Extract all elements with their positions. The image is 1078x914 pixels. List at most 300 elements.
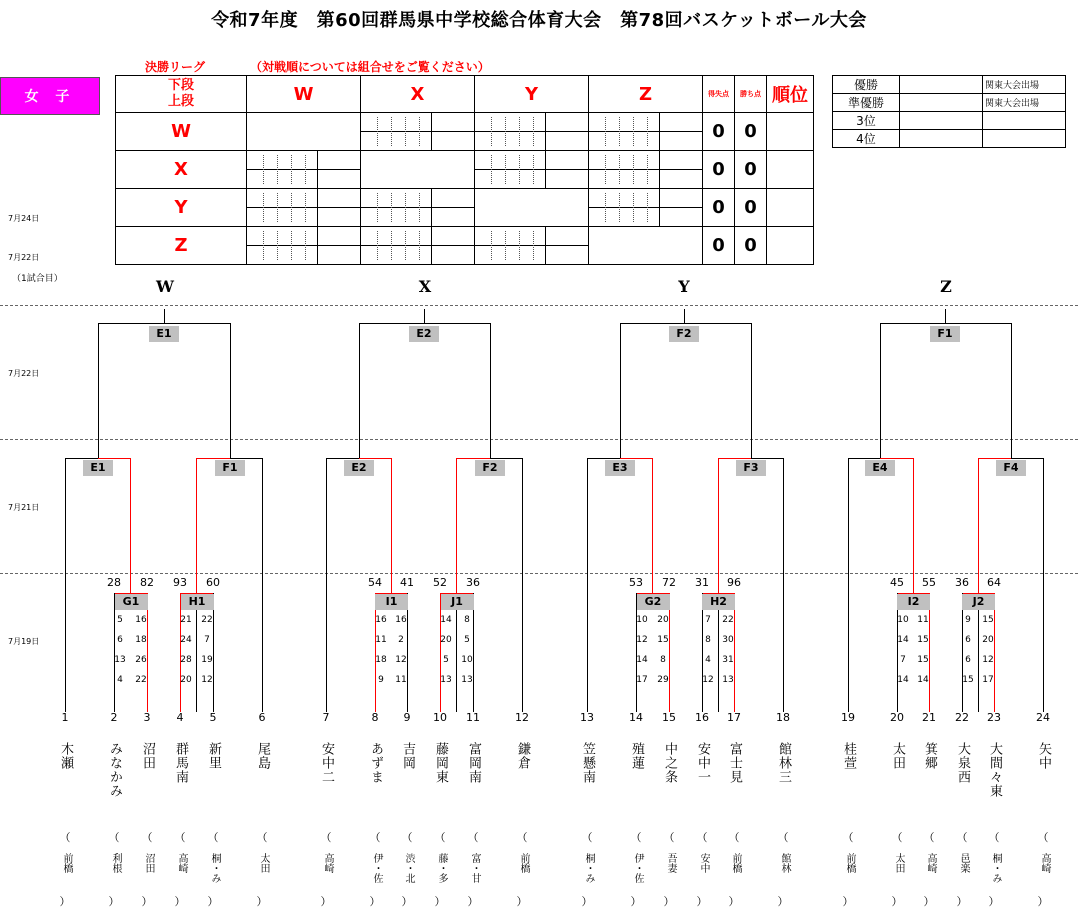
bracket-line: [147, 593, 148, 712]
score-left: 45: [890, 576, 904, 589]
bracket-line: [490, 323, 491, 459]
score-left: 52: [433, 576, 447, 589]
team-affiliation: 太田: [258, 853, 269, 873]
paren-open: （: [207, 831, 219, 844]
quarter-score: 19: [201, 655, 213, 665]
quarter-score: 5: [117, 615, 123, 625]
team-number: 6: [258, 711, 266, 724]
quarter-score: 12: [395, 655, 407, 665]
match-box: H2: [702, 594, 735, 610]
quarter-score: 9: [378, 675, 384, 685]
team-name: 沼田: [140, 742, 155, 770]
score-left: 53: [629, 576, 643, 589]
team-number: 9: [403, 711, 411, 724]
team-name: 群馬南: [173, 742, 188, 784]
match-box: J2: [962, 594, 995, 610]
league-row-label: Z: [116, 227, 247, 265]
score-right: 60: [206, 576, 220, 589]
team-affiliation: 邑楽: [958, 853, 969, 873]
date-sub-label: （1試合目）: [12, 274, 63, 284]
quarter-score: 10: [897, 615, 909, 625]
team-affiliation: 渋・北: [403, 853, 414, 883]
team-name: 鎌倉: [515, 742, 530, 770]
bracket-line: [522, 458, 523, 712]
bracket-line: [180, 593, 181, 712]
date-label: 7月21日: [8, 503, 40, 512]
bracket-line: [652, 458, 653, 593]
team-number: 7: [322, 711, 330, 724]
bracket-line: [978, 458, 979, 593]
team-name: 尾島: [255, 742, 270, 770]
bracket-line: [587, 458, 588, 712]
bracket-line: [98, 458, 130, 459]
match-box: I1: [375, 594, 408, 610]
paren-open: （: [256, 831, 268, 844]
quarter-score: 13: [440, 675, 452, 685]
score-right: 72: [662, 576, 676, 589]
quarter-score: 13: [114, 655, 126, 665]
paren-close: ）: [923, 895, 935, 908]
paren-close: ）: [141, 895, 153, 908]
quarter-score: 2: [398, 635, 404, 645]
team-affiliation: 館林: [779, 853, 790, 873]
result-label: 準優勝: [833, 94, 900, 112]
result-label: 4位: [833, 130, 900, 148]
quarter-score: 18: [135, 635, 147, 645]
quarter-score: 5: [443, 655, 449, 665]
quarter-score: 10: [461, 655, 473, 665]
paren-open: （: [923, 831, 935, 844]
paren-open: （: [467, 831, 479, 844]
match-box: E4: [865, 460, 895, 476]
paren-open: （: [141, 831, 153, 844]
team-number: 14: [629, 711, 643, 724]
team-number: 11: [466, 711, 480, 724]
bracket-line: [945, 309, 946, 323]
bracket-line: [718, 458, 719, 593]
paren-close: ）: [434, 895, 446, 908]
quarter-score: 13: [461, 675, 473, 685]
match-box: F2: [475, 460, 505, 476]
bracket-line: [359, 323, 360, 459]
team-name: 中之条: [662, 742, 677, 784]
quarter-score: 6: [965, 655, 971, 665]
match-box: F2: [669, 326, 699, 342]
date-label: 7月22日: [8, 369, 40, 378]
paren-close: ）: [891, 895, 903, 908]
bracket-line: [897, 593, 898, 712]
bracket-line: [98, 323, 231, 324]
quarter-score: 14: [897, 635, 909, 645]
team-number: 2: [110, 711, 118, 724]
team-number: 13: [580, 711, 594, 724]
quarter-score: 9: [965, 615, 971, 625]
team-name: 桂萱: [841, 742, 856, 770]
league-row-label: W: [116, 113, 247, 151]
paren-close: ）: [581, 895, 593, 908]
score-left: 31: [695, 576, 709, 589]
team-number: 17: [727, 711, 741, 724]
match-box: F4: [996, 460, 1026, 476]
paren-open: （: [630, 831, 642, 844]
bracket-line: [114, 593, 115, 712]
bracket-line: [848, 458, 849, 712]
team-name: 安中一: [695, 742, 710, 784]
team-affiliation: 前橋: [61, 853, 72, 873]
bracket-line: [684, 309, 685, 323]
league-points: 0: [735, 151, 767, 189]
paren-close: ）: [728, 895, 740, 908]
quarter-score: 8: [660, 655, 666, 665]
team-affiliation: 桐・み: [583, 853, 594, 883]
team-number: 21: [922, 711, 936, 724]
quarter-score: 12: [636, 635, 648, 645]
page-title: 令和7年度 第60回群馬県中学校総合体育大会 第78回バスケットボール大会: [211, 10, 867, 31]
score-left: 54: [368, 576, 382, 589]
league-col-y: Y: [475, 76, 589, 113]
team-name: 殖蓮: [629, 742, 644, 770]
paren-open: （: [581, 831, 593, 844]
team-name: 矢中: [1036, 742, 1051, 770]
quarter-score: 13: [722, 675, 734, 685]
paren-close: ）: [696, 895, 708, 908]
team-name: 富岡南: [466, 742, 481, 784]
bracket-line: [65, 458, 66, 712]
final-league-label: 決勝リーグ: [145, 60, 206, 74]
team-number: 19: [841, 711, 855, 724]
paren-open: （: [696, 831, 708, 844]
match-box: E3: [605, 460, 635, 476]
team-affiliation: 吾妻: [665, 853, 676, 873]
quarter-score: 15: [657, 635, 669, 645]
quarter-score: 17: [982, 675, 994, 685]
paren-open: （: [663, 831, 675, 844]
league-points: 0: [735, 227, 767, 265]
team-number: 10: [433, 711, 447, 724]
quarter-score: 14: [897, 675, 909, 685]
score-left: 28: [107, 576, 121, 589]
quarter-score: 30: [722, 635, 734, 645]
group-name-y: Y: [678, 277, 690, 296]
paren-close: ）: [174, 895, 186, 908]
paren-close: ）: [777, 895, 789, 908]
bracket-line: [196, 458, 230, 459]
match-box: J1: [441, 594, 474, 610]
quarter-score: 4: [117, 675, 123, 685]
quarter-score: 16: [135, 615, 147, 625]
paren-close: ）: [256, 895, 268, 908]
team-number: 8: [371, 711, 379, 724]
group-name-z: Z: [940, 277, 952, 296]
bracket-line: [213, 593, 214, 712]
league-diff: 0: [703, 113, 735, 151]
league-row-label: Y: [116, 189, 247, 227]
paren-close: ）: [467, 895, 479, 908]
team-number: 15: [662, 711, 676, 724]
score-right: 82: [140, 576, 154, 589]
team-affiliation: 前橋: [518, 853, 529, 873]
team-number: 16: [695, 711, 709, 724]
team-number: 18: [776, 711, 790, 724]
team-name: 富士見: [727, 742, 742, 784]
bracket-line: [196, 458, 197, 593]
paren-close: ）: [401, 895, 413, 908]
team-name: 大間々東: [987, 742, 1002, 798]
result-note: 関東大会出場: [983, 76, 1066, 94]
league-row-label: X: [116, 151, 247, 189]
score-right: 64: [987, 576, 1001, 589]
team-number: 1: [61, 711, 69, 724]
final-league-note: （対戦順については組合せをご覧ください）: [250, 60, 490, 74]
quarter-score: 22: [135, 675, 147, 685]
quarter-score: 7: [900, 655, 906, 665]
quarter-score: 20: [180, 675, 192, 685]
quarter-score: 20: [657, 615, 669, 625]
team-name: 笠懸南: [580, 742, 595, 784]
bracket-line: [456, 458, 457, 593]
match-box: E2: [409, 326, 439, 342]
league-diff: 0: [703, 189, 735, 227]
league-col-w: W: [247, 76, 361, 113]
quarter-score: 14: [440, 615, 452, 625]
bracket-line: [326, 458, 327, 712]
quarter-score: 17: [636, 675, 648, 685]
match-box: E2: [344, 460, 374, 476]
paren-open: （: [891, 831, 903, 844]
bracket-line: [718, 458, 751, 459]
bracket-line: [1043, 458, 1044, 712]
bracket-line: [962, 593, 963, 712]
quarter-score: 7: [705, 615, 711, 625]
team-name: 太田: [890, 742, 905, 770]
bracket-line: [440, 593, 441, 712]
bracket-line: [164, 309, 165, 323]
team-name: 藤岡東: [433, 742, 448, 784]
team-name: 新里: [206, 742, 221, 770]
bracket-line: [620, 323, 621, 459]
bracket-line: [262, 458, 263, 712]
paren-close: ）: [663, 895, 675, 908]
match-box: G2: [637, 594, 670, 610]
quarter-score: 26: [135, 655, 147, 665]
team-affiliation: 藤・多: [436, 853, 447, 883]
corner-bottom: 上段: [167, 94, 194, 109]
paren-open: （: [516, 831, 528, 844]
team-name: 木瀬: [58, 742, 73, 770]
match-box: I2: [897, 594, 930, 610]
score-right: 55: [922, 576, 936, 589]
team-affiliation: 伊・佐: [371, 853, 382, 883]
group-name-w: W: [156, 277, 174, 296]
team-affiliation: 利根: [110, 853, 121, 873]
bracket-line: [359, 323, 491, 324]
team-affiliation: 太田: [893, 853, 904, 873]
quarter-score: 5: [464, 635, 470, 645]
team-affiliation: 伊・佐: [632, 853, 643, 883]
quarter-score: 24: [180, 635, 192, 645]
quarter-score: 22: [201, 615, 213, 625]
bracket-line: [359, 458, 391, 459]
score-right: 96: [727, 576, 741, 589]
quarter-score: 8: [464, 615, 470, 625]
league-diff: 0: [703, 151, 735, 189]
team-name: 箕郷: [922, 742, 937, 770]
bracket-line: [620, 458, 652, 459]
paren-open: （: [59, 831, 71, 844]
quarter-score: 15: [917, 635, 929, 645]
paren-open: （: [320, 831, 332, 844]
result-label: 優勝: [833, 76, 900, 94]
quarter-score: 10: [636, 615, 648, 625]
quarter-score: 21: [180, 615, 192, 625]
quarter-score: 6: [117, 635, 123, 645]
bracket-line: [636, 593, 637, 712]
paren-close: ）: [108, 895, 120, 908]
paren-close: ）: [956, 895, 968, 908]
score-right: 41: [400, 576, 414, 589]
paren-close: ）: [630, 895, 642, 908]
team-affiliation: 高崎: [925, 853, 936, 873]
quarter-score: 4: [705, 655, 711, 665]
bracket-line: [880, 323, 881, 459]
bracket-line: [734, 593, 735, 712]
bracket-line: [130, 458, 131, 593]
bracket-line: [783, 458, 784, 712]
bracket-line: [978, 458, 1011, 459]
bracket-line: [880, 323, 1012, 324]
quarter-score: 22: [722, 615, 734, 625]
quarter-score: 28: [180, 655, 192, 665]
quarter-score: 20: [982, 635, 994, 645]
quarter-score: 18: [375, 655, 387, 665]
quarter-score: 15: [962, 675, 974, 685]
quarter-score: 20: [440, 635, 452, 645]
paren-close: ）: [516, 895, 528, 908]
quarter-score: 16: [395, 615, 407, 625]
date-label: 7月22日: [8, 253, 40, 262]
paren-close: ）: [842, 895, 854, 908]
match-box: H1: [181, 594, 214, 610]
bracket-line: [375, 593, 376, 712]
result-label: 3位: [833, 112, 900, 130]
bracket-line: [473, 593, 474, 712]
paren-close: ）: [988, 895, 1000, 908]
team-affiliation: 富・甘: [469, 853, 480, 883]
league-col-diff: 得失点: [703, 76, 735, 113]
bracket-line: [456, 458, 490, 459]
paren-close: ）: [59, 895, 71, 908]
match-box: E1: [83, 460, 113, 476]
bracket-line: [407, 593, 408, 712]
team-affiliation: 前橋: [730, 853, 741, 873]
bracket-line: [669, 593, 670, 712]
quarter-score: 31: [722, 655, 734, 665]
quarter-score: 16: [375, 615, 387, 625]
team-affiliation: 高崎: [322, 853, 333, 873]
team-name: みなかみ: [107, 742, 122, 798]
paren-open: （: [434, 831, 446, 844]
paren-open: （: [842, 831, 854, 844]
team-number: 20: [890, 711, 904, 724]
quarter-score: 11: [395, 675, 407, 685]
paren-open: （: [956, 831, 968, 844]
bracket-line: [929, 593, 930, 712]
team-affiliation: 高崎: [176, 853, 187, 873]
team-number: 24: [1036, 711, 1050, 724]
bracket-line: [702, 593, 703, 712]
paren-close: ）: [369, 895, 381, 908]
date-label: 7月24日: [8, 214, 40, 223]
bracket-line: [913, 458, 914, 593]
team-name: 安中二: [319, 742, 334, 784]
quarter-score: 14: [636, 655, 648, 665]
quarter-score: 14: [917, 675, 929, 685]
team-number: 23: [987, 711, 1001, 724]
league-col-z: Z: [589, 76, 703, 113]
bracket-line: [620, 323, 752, 324]
team-affiliation: 前橋: [844, 853, 855, 873]
result-note: 関東大会出場: [983, 94, 1066, 112]
match-box: F3: [736, 460, 766, 476]
paren-open: （: [108, 831, 120, 844]
paren-open: （: [401, 831, 413, 844]
bracket-line: [391, 458, 392, 593]
team-affiliation: 高崎: [1039, 853, 1050, 873]
match-box: G1: [115, 594, 148, 610]
group-name-x: X: [418, 277, 432, 296]
bracket-line: [230, 323, 231, 459]
team-name: 大泉西: [955, 742, 970, 784]
team-number: 12: [515, 711, 529, 724]
paren-open: （: [728, 831, 740, 844]
score-left: 93: [173, 576, 187, 589]
quarter-score: 12: [702, 675, 714, 685]
score-left: 36: [955, 576, 969, 589]
paren-open: （: [174, 831, 186, 844]
quarter-score: 15: [917, 655, 929, 665]
paren-open: （: [369, 831, 381, 844]
bracket-line: [424, 309, 425, 323]
team-name: あずま: [368, 742, 383, 784]
team-number: 4: [176, 711, 184, 724]
score-right: 36: [466, 576, 480, 589]
quarter-score: 11: [375, 635, 387, 645]
team-affiliation: 桐・み: [209, 853, 220, 883]
gender-tab[interactable]: 女 子: [0, 77, 100, 115]
team-number: 22: [955, 711, 969, 724]
bracket-line: [994, 593, 995, 712]
team-affiliation: 桐・み: [990, 853, 1001, 883]
paren-open: （: [988, 831, 1000, 844]
team-name: 館林三: [776, 742, 791, 784]
paren-close: ）: [207, 895, 219, 908]
paren-close: ）: [1037, 895, 1049, 908]
bracket-line: [98, 323, 99, 459]
paren-close: ）: [320, 895, 332, 908]
paren-open: （: [777, 831, 789, 844]
bracket-line: [1011, 323, 1012, 459]
bracket-line: [880, 458, 913, 459]
corner-top: 下段: [167, 78, 194, 93]
quarter-score: 29: [657, 675, 669, 685]
league-col-x: X: [361, 76, 475, 113]
bracket-line: [751, 323, 752, 459]
quarter-score: 8: [705, 635, 711, 645]
quarter-score: 15: [982, 615, 994, 625]
team-number: 3: [143, 711, 151, 724]
match-box: F1: [930, 326, 960, 342]
quarter-score: 12: [201, 675, 213, 685]
